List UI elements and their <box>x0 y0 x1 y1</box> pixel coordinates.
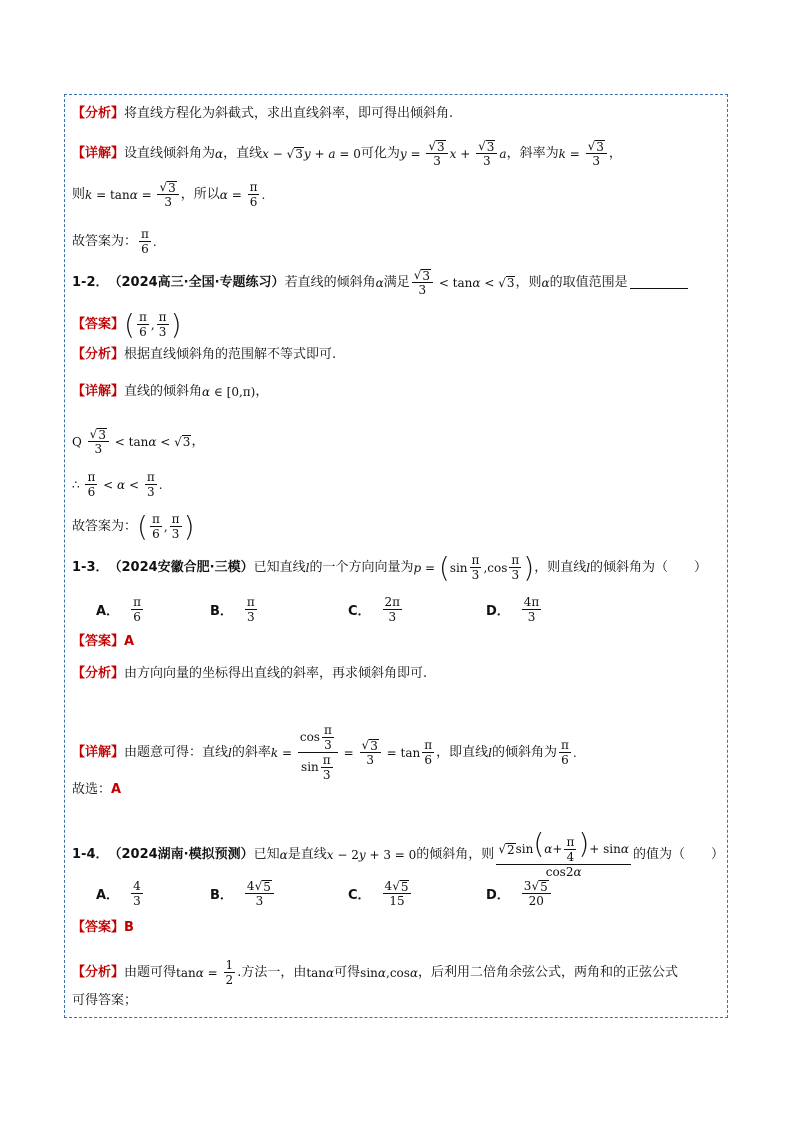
answer-value: A <box>124 634 135 649</box>
q2-final <box>72 509 195 543</box>
question-source: （2024湖南·模拟预测） <box>108 846 254 862</box>
answer-tag: 【答案】 <box>72 316 125 332</box>
option-value: $\frac{2\pi}{3}$ <box>384 595 401 624</box>
p1-detail-text: 可化为 <box>360 145 400 161</box>
math-range: α ∈ [0,π) <box>202 385 256 399</box>
question-number: 1-3． <box>72 559 109 575</box>
math-angle-result: $\frac{\pi}{6}$ . <box>561 738 577 767</box>
question-text: 的一个方向向量为 <box>309 559 414 575</box>
p1-analysis-text: 将直线方程化为斜截式，求出直线斜率，即可得出倾斜角. <box>124 106 454 121</box>
option-label: A． <box>96 888 120 903</box>
detail-text: 直线的倾斜角 <box>124 384 203 399</box>
detail-text: 由题意可得：直线 <box>124 744 229 760</box>
question-text: ，则直线 <box>534 559 587 575</box>
math-tan-value: tan α = $\frac{1}{2}$ <box>176 958 234 987</box>
math-alpha: α <box>215 146 224 161</box>
analysis-text: 可得 <box>334 964 361 980</box>
option-b[interactable] <box>210 879 276 908</box>
p1-detail-text: ， <box>608 145 622 161</box>
detail-tag: 【详解】 <box>72 744 125 760</box>
option-value: $\frac{\pi}{3}$ <box>246 595 255 624</box>
option-b[interactable] <box>210 595 259 624</box>
analysis-tag: 【分析】 <box>72 964 125 980</box>
q3-detail <box>72 723 577 782</box>
option-d[interactable] <box>486 879 553 908</box>
step-comma: ， <box>191 433 205 449</box>
p1-detail <box>72 139 622 168</box>
analysis-text: 可得答案； <box>72 993 138 1008</box>
detail-comma: ， <box>255 384 269 399</box>
math-tan: tan α <box>306 965 335 980</box>
math-line-equation: x − √ 3 y + a = 0 <box>262 146 361 161</box>
q2-step-2 <box>72 470 163 499</box>
question-number: 1-4． <box>72 846 109 862</box>
option-label: C． <box>348 604 371 619</box>
detail-text: 的倾斜角为 <box>491 744 557 760</box>
question-text: 已知 <box>253 846 280 862</box>
math-alpha: α <box>279 847 288 862</box>
option-value: 3 √ 5 20 <box>522 879 551 908</box>
q4-answer <box>72 920 134 936</box>
option-a[interactable] <box>96 595 145 624</box>
analysis-tag: 【分析】 <box>72 347 125 362</box>
math-alpha: α <box>541 275 550 290</box>
question-text: 的倾斜角为（ ） <box>590 559 708 575</box>
math-slope-computation: k = cos $\frac{\pi}{3}$ sin $\frac{\pi}{3}$ = √ 3 3 = tan $\frac{\pi}{6}$ <box>270 723 433 782</box>
math-slope: k = √ 3 3 <box>559 139 609 168</box>
question-text: 是直线 <box>287 846 327 862</box>
p1-detail-text: 设直线倾斜角为 <box>124 145 216 161</box>
option-label: B． <box>210 604 233 619</box>
math-therefore-inequality: ∴ $\frac{\pi}{6}$ < α < $\frac{\pi}{3}$ . <box>72 470 163 499</box>
math-direction-vector: p = ( sin $\frac{\pi}{3}$ ,cos $\frac{\pi}{3}$ ) <box>413 550 535 584</box>
option-value: $\frac{4}{3}$ <box>133 879 141 908</box>
math-because-inequality: Q √ 3 3 < tan α < √ 3 <box>72 427 191 456</box>
option-label: D． <box>486 888 510 903</box>
math-slope-intercept: y = √ 3 3 x + √ 3 3 a <box>399 139 507 168</box>
detail-text: ，即直线 <box>436 744 489 760</box>
p1-detail-2 <box>72 180 265 209</box>
option-label: C． <box>348 888 371 903</box>
option-c[interactable] <box>348 595 404 624</box>
question-1-2 <box>72 268 688 297</box>
q2-answer <box>72 307 182 341</box>
q3-final <box>72 782 121 798</box>
p1-detail-text: 则 <box>72 186 86 202</box>
p1-analysis <box>72 106 453 122</box>
answer-tag: 【答案】 <box>72 920 125 935</box>
math-expression: √ 2 sin(α+ $\frac{\pi}{4}$ )+ sinα cos2α <box>498 827 629 879</box>
math-l: l <box>488 745 492 760</box>
q3-answer <box>72 634 134 650</box>
math-interval: ( $\frac{\pi}{6}$ , $\frac{\pi}{3}$ ) <box>124 307 182 341</box>
option-c[interactable] <box>348 879 413 908</box>
option-value: $\frac{4\pi}{3}$ <box>523 595 540 624</box>
math-l: l <box>586 560 591 575</box>
math-l: l <box>228 745 232 760</box>
answer-blank <box>630 276 688 289</box>
option-a[interactable] <box>96 879 145 908</box>
question-text: 已知直线 <box>253 559 306 575</box>
q4-analysis-2 <box>72 993 137 1009</box>
detail-tag: 【详解】 <box>72 145 125 161</box>
q3-analysis <box>72 666 427 682</box>
option-value: 4 √ 5 3 <box>245 879 274 908</box>
option-d[interactable] <box>486 595 543 624</box>
analysis-text: 由题可得 <box>124 964 177 980</box>
analysis-tag: 【分析】 <box>72 106 125 121</box>
question-1-4 <box>72 827 724 879</box>
option-label: B． <box>210 888 233 903</box>
math-l: l <box>305 560 310 575</box>
p1-detail-text: ，直线 <box>223 145 263 161</box>
math-final-answer: $\frac{\pi}{6}$ . <box>141 227 157 256</box>
option-value: $\frac{\pi}{6}$ <box>133 595 141 624</box>
q2-detail <box>72 384 268 400</box>
question-text: 的取值范围是 <box>549 274 628 290</box>
answer-value: B <box>124 920 134 935</box>
math-line-equation: x − 2 y + 3 = 0 <box>326 847 417 862</box>
detail-tag: 【详解】 <box>72 384 125 399</box>
p1-detail-text: ，所以 <box>180 186 220 202</box>
question-text: 的倾斜角，则 <box>416 846 495 862</box>
q2-step-1 <box>72 427 204 456</box>
math-inequality: √ 3 3 < tan α < √ 3 <box>413 268 515 297</box>
math-tan-equation: k = tan α = √ 3 3 <box>85 180 181 209</box>
question-text: 若直线的倾斜角 <box>284 274 376 290</box>
math-alpha: α <box>375 275 384 290</box>
question-source: （2024高三·全国·专题练习） <box>108 274 285 290</box>
answer-tag: 【答案】 <box>72 634 125 649</box>
analysis-text: ，后利用二倍角余弦公式，两角和的正弦公式 <box>418 964 679 980</box>
final-answer-label: 故选： <box>72 782 112 797</box>
final-answer-label: 故答案为： <box>72 518 138 534</box>
analysis-text: 根据直线倾斜角的范围解不等式即可. <box>124 347 337 362</box>
math-sin-cos: sin α ,cos α <box>360 965 419 980</box>
question-text: ，则 <box>515 274 542 290</box>
option-value: 4 √ 5 15 <box>383 879 412 908</box>
question-1-3 <box>72 550 708 584</box>
analysis-text: .方法一，由 <box>237 964 307 980</box>
q4-analysis <box>72 958 678 987</box>
analysis-text: 由方向向量的坐标得出直线的斜率，再求倾斜角即可. <box>124 666 428 681</box>
question-text: 满足 <box>383 274 410 290</box>
question-text: 的值为（ ） <box>632 846 724 862</box>
final-answer-value: A <box>111 782 122 797</box>
math-alpha-value: α = $\frac{\pi}{6}$ . <box>219 180 266 209</box>
question-number: 1-2． <box>72 274 109 290</box>
option-label: A． <box>96 604 120 619</box>
analysis-tag: 【分析】 <box>72 666 125 681</box>
q2-analysis <box>72 347 336 363</box>
math-interval: ( $\frac{\pi}{6}$ , $\frac{\pi}{3}$ ) <box>137 509 195 543</box>
question-source: （2024安徽合肥·三模） <box>108 559 254 575</box>
option-label: D． <box>486 604 510 619</box>
p1-final <box>72 227 157 256</box>
p1-detail-text: ，斜率为 <box>506 145 559 161</box>
final-answer-label: 故答案为： <box>72 233 138 249</box>
detail-text: 的斜率 <box>231 744 271 760</box>
